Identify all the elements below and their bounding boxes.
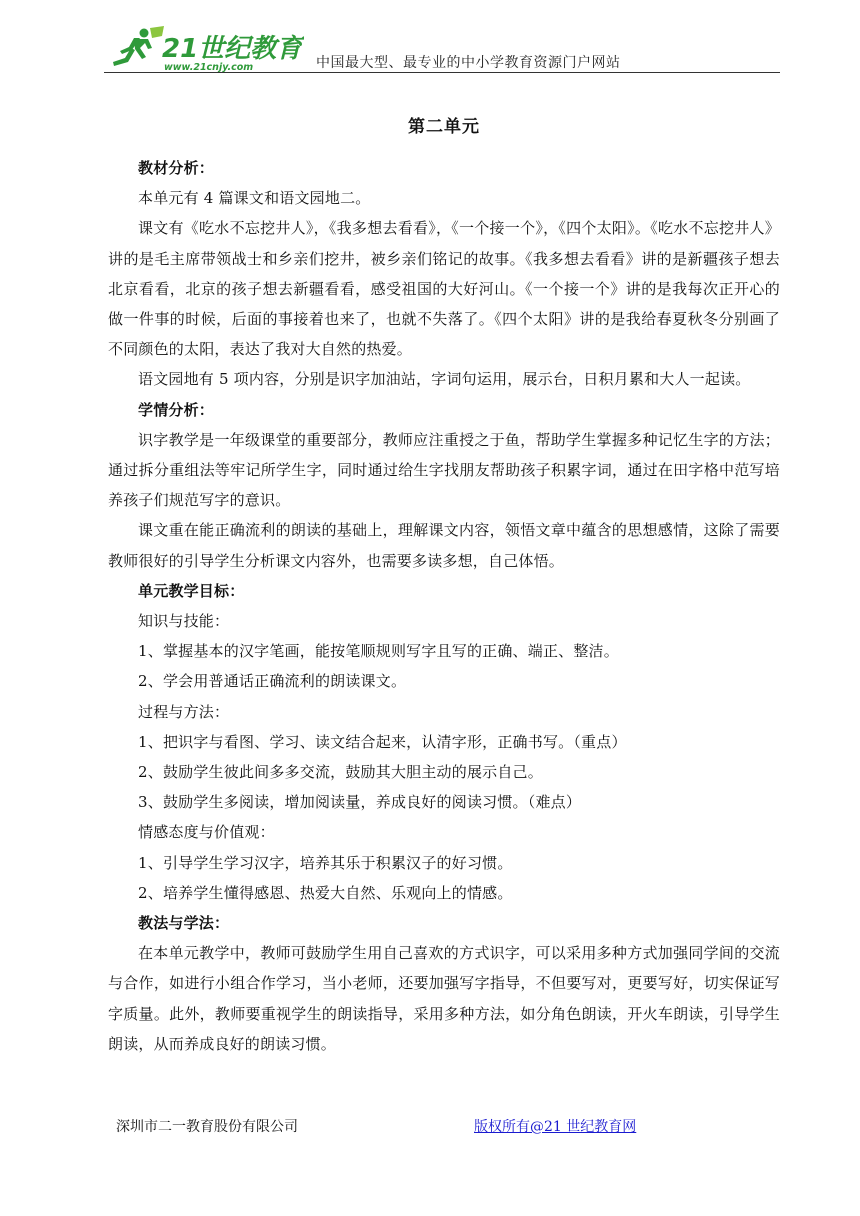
body-paragraph: 2、鼓励学生彼此间多多交流，鼓励其大胆主动的展示自己。 xyxy=(138,763,543,782)
section-heading: 教法与学法： xyxy=(138,914,230,933)
body-paragraph: 2、培养学生懂得感恩、热爱大自然、乐观向上的情感。 xyxy=(138,883,513,902)
section-heading: 教材分析： xyxy=(138,159,215,177)
body-paragraph: 知识与技能： xyxy=(138,612,230,631)
body-paragraph: 过程与方法： xyxy=(138,702,230,721)
page-header xyxy=(104,24,780,76)
page-title: 第二单元 xyxy=(408,117,480,137)
document-body xyxy=(108,112,780,1059)
runner-logo-icon xyxy=(104,24,304,74)
site-logo[interactable] xyxy=(104,24,304,74)
footer-company: 深圳市二一教育股份有限公司 xyxy=(116,1119,298,1135)
svg-text:21世纪教育: 21世纪教育 xyxy=(162,34,303,64)
body-paragraph: 课文重在能正确流利的朗读的基础上，理解课文内容，领悟文章中蕴含的思想感情，这除了需要教师很好的引导学生分析课文内容外，也需要多读多想，自己体悟。 xyxy=(108,521,780,570)
body-paragraph: 1、引导学生学习汉字，培养其乐于积累汉子的好习惯。 xyxy=(138,853,513,872)
svg-text:www.21cnjy.com: www.21cnjy.com xyxy=(164,62,254,73)
site-tagline: 中国最大型、最专业的中小学教育资源门户网站 xyxy=(316,55,621,71)
body-paragraph: 情感态度与价值观： xyxy=(138,823,275,842)
paragraph-list xyxy=(108,153,780,1059)
body-paragraph: 2、学会用普通话正确流利的朗读课文。 xyxy=(138,672,407,691)
body-paragraph: 课文有《吃水不忘挖井人》，《我多想去看看》，《一个接一个》，《四个太阳》。《吃水不忘挖井人》讲的是毛主席带领战士和乡亲们挖井，被乡亲们铭记的故事。《我多想去看看》讲的是新疆孩子想去北京看看，北京的孩子想去新疆看看，感受祖国的大好河山。《一个接一个》讲的是我每次正开心的做一件事的时候，后面的事接着也来了，也就不失落了。《四个太阳》讲的是我给春夏秋冬分别画了不同颜色的太阳，表达了我对大自然的热爱。 xyxy=(108,219,780,359)
section-heading: 学情分析： xyxy=(138,400,215,419)
header-divider xyxy=(104,72,780,73)
footer-copyright-link[interactable]: 版权所有@21 世纪教育网 xyxy=(474,1119,637,1135)
body-paragraph: 识字教学是一年级课堂的重要部分，教师应注重授之于鱼，帮助学生掌握多种记忆生字的方法；通过拆分重组法等牢记所学生字，同时通过给生字找朋友帮助孩子积累字词，通过在田字格中范写培养孩子们规范写字的意识。 xyxy=(108,430,780,510)
body-paragraph: 在本单元教学中，教师可鼓励学生用自己喜欢的方式识字，可以采用多种方式加强同学间的交流与合作，如进行小组合作学习，当小老师，还要加强写字指导，不但要写对，更要写好，切实保证写字质量。此外，教师要重视学生的朗读指导，采用多种方法，如分角色朗读，开火车朗读，引导学生朗读，从而养成良好的朗读习惯。 xyxy=(108,944,780,1053)
body-paragraph: 本单元有 4 篇课文和语文园地二。 xyxy=(138,189,371,208)
body-paragraph: 1、掌握基本的汉字笔画，能按笔顺规则写字且写的正确、端正、整洁。 xyxy=(138,642,619,661)
section-heading: 单元教学目标： xyxy=(138,581,245,600)
body-paragraph: 3、鼓励学生多阅读，增加阅读量，养成良好的阅读习惯。（难点） xyxy=(138,793,582,812)
body-paragraph: 1、把识字与看图、学习、读文结合起来，认清字形，正确书写。（重点） xyxy=(138,732,627,751)
body-paragraph: 语文园地有 5 项内容，分别是识字加油站，字词句运用，展示台，日积月累和大人一起读。 xyxy=(138,370,751,389)
